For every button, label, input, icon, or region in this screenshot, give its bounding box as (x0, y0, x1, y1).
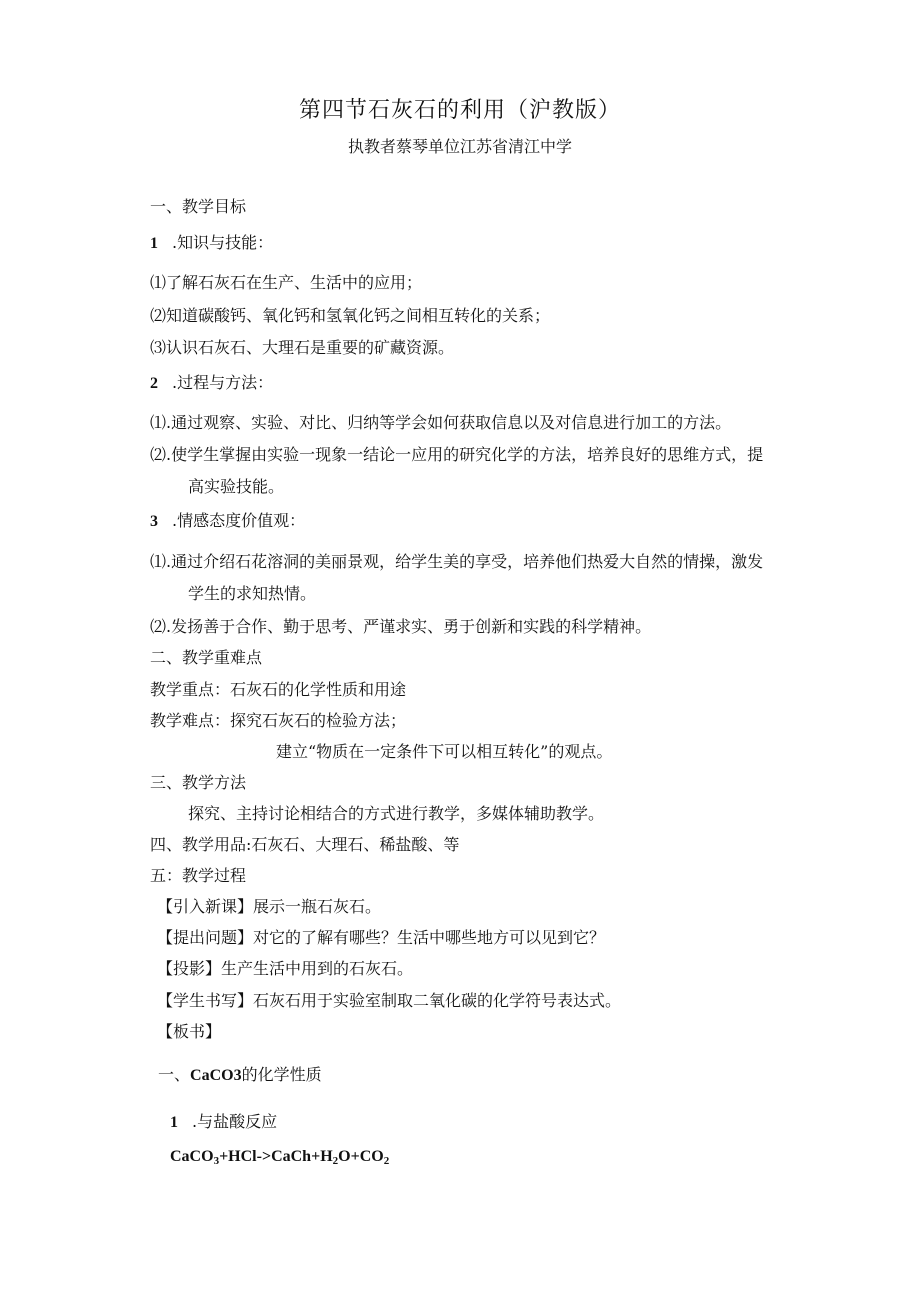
section-materials: 四、教学用品:石灰石、大理石、稀盐酸、等 (150, 835, 460, 854)
board-heading-suffix: 的化学性质 (241, 1065, 322, 1084)
key-point-text: 教学重点：石灰石的化学性质和用途 (150, 680, 407, 699)
subheading-label: .知识与技能： (172, 233, 274, 252)
list-item: ⑵.使学生掌握由实验一现象一结论一应用的研究化学的方法，培养良好的思维方式，提 (150, 445, 764, 464)
board-subheading (170, 1111, 277, 1134)
process-step: 【投影】生产生活中用到的石灰石。 (157, 959, 414, 978)
list-item-continued: 学生的求知热情。 (188, 584, 317, 603)
list-item: ⑴了解石灰石在生产、生活中的应用； (150, 273, 423, 292)
process-step: 【提出问题】对它的了解有哪些？生活中哪些地方可以见到它？ (157, 928, 606, 947)
subheading-label: .过程与方法： (172, 373, 274, 392)
list-item: ⑴.通过介绍石花溶洞的美丽景观，给学生美的享受，培养他们热爱大自然的情操，激发 (150, 552, 764, 571)
list-item: ⑵.发扬善于合作、勤于思考、严谨求实、勇于创新和实践的科学精神。 (150, 617, 652, 636)
page-title: 第四节石灰石的利用（沪教版） (298, 98, 621, 123)
subheading-label: .与盐酸反应 (192, 1112, 278, 1131)
board-heading-prefix: 一、 (158, 1065, 191, 1084)
subheading-attitude (150, 510, 305, 533)
subheading-process (150, 372, 273, 395)
section-heading-key-points: 二、教学重难点 (150, 648, 263, 667)
subheading-number: 1 (170, 1114, 178, 1131)
formula-subscript: 3 (213, 1155, 220, 1167)
list-item: ⑴.通过观察、实验、对比、归纳等学会如何获取信息以及对信息进行加工的方法。 (150, 413, 732, 432)
methods-text: 探究、主持讨论相结合的方式进行教学，多媒体辅助教学。 (188, 804, 605, 823)
process-step: 【板书】 (157, 1022, 222, 1041)
formula-part: +HCl->CaCh+H (219, 1148, 333, 1165)
subheading-number: 1 (150, 235, 158, 252)
difficult-point-text: 教学难点：探究石灰石的检验方法； (150, 711, 407, 730)
board-heading (158, 1064, 322, 1087)
board-heading-formula: CaCO3 (190, 1067, 242, 1084)
subheading-number: 3 (150, 513, 158, 530)
list-item-continued: 高实验技能。 (188, 477, 285, 496)
section-heading-objectives: 一、教学目标 (150, 197, 247, 216)
subheading-knowledge (150, 232, 273, 255)
formula-subscript: 2 (332, 1155, 339, 1167)
reaction-equation (170, 1146, 389, 1168)
formula-part: CaCO (170, 1148, 214, 1165)
list-item: ⑶认识石灰石、大理石是重要的矿藏资源。 (150, 338, 455, 357)
difficult-point-continued: 建立“物质在一定条件下可以相互转化”的观点。 (276, 742, 613, 761)
process-step: 【引入新课】展示一瓶石灰石。 (157, 897, 382, 916)
subheading-label: .情感态度价值观： (172, 511, 306, 530)
section-heading-methods: 三、教学方法 (150, 773, 247, 792)
subheading-number: 2 (150, 375, 158, 392)
formula-subscript: 2 (383, 1155, 390, 1167)
section-heading-process: 五：教学过程 (150, 866, 247, 885)
formula-part: O+CO (338, 1148, 384, 1165)
author-byline: 执教者蔡琴单位江苏省清江中学 (347, 137, 572, 156)
process-step: 【学生书写】石灰石用于实验室制取二氧化碳的化学符号表达式。 (157, 991, 622, 1010)
list-item: ⑵知道碳酸钙、氧化钙和氢氧化钙之间相互转化的关系； (150, 306, 551, 325)
